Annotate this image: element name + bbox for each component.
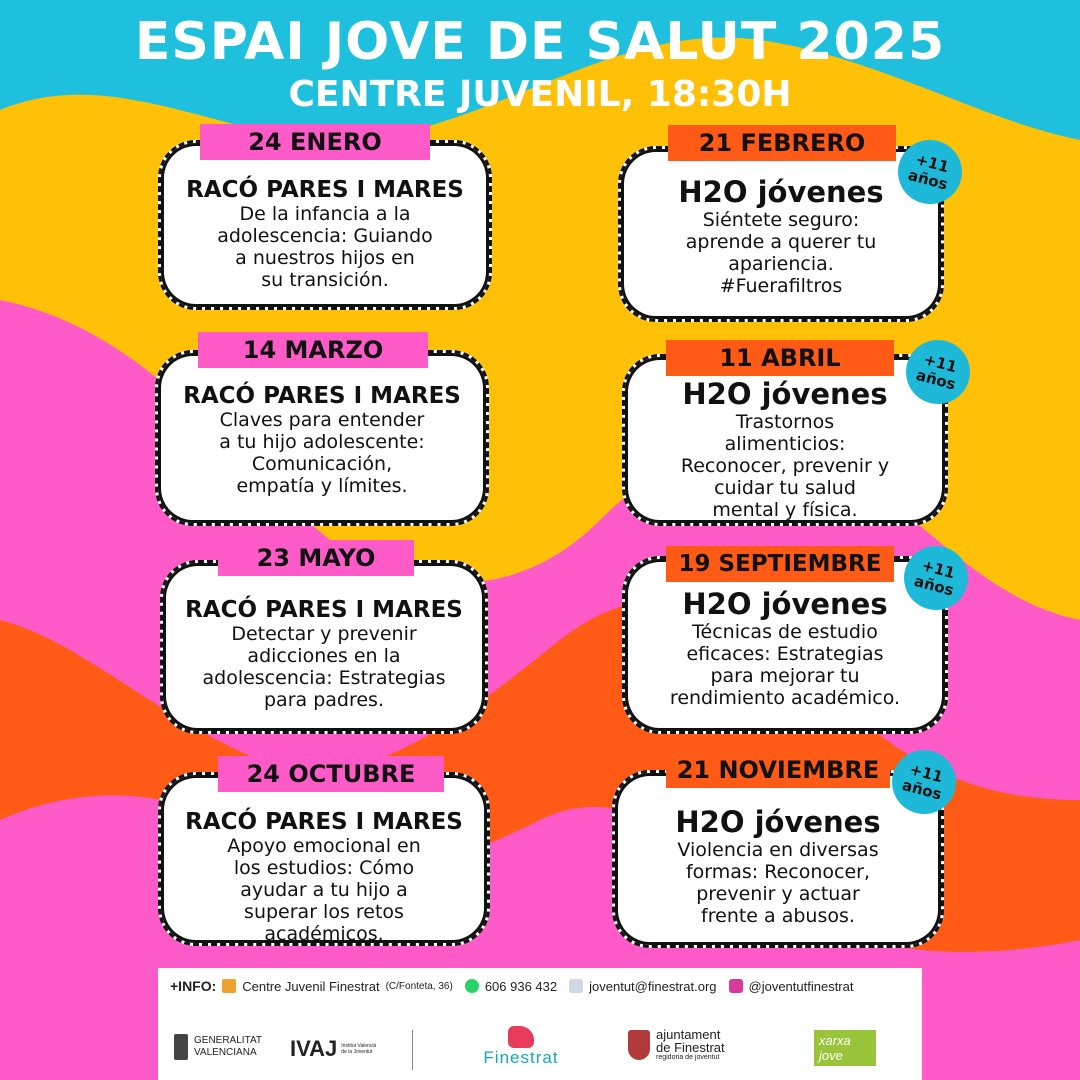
finestrat-mark-icon [508, 1026, 534, 1048]
event-description: Claves para entender a tu hijo adolescente: Comunicación, empatía y límites. [219, 409, 425, 497]
event-description: Técnicas de estudio eficaces: Estrategias para mejorar tu rendimiento académico. [669, 621, 901, 709]
event-card-left-3 [160, 560, 488, 734]
event-date: 24 ENERO [200, 124, 430, 160]
instagram-link[interactable]: @joventutfinestrat [748, 978, 854, 994]
generalitat-logo: GENERALITAT VALENCIANA [174, 1034, 262, 1060]
page-title: ESPAI JOVE DE SALUT 2025 [134, 12, 946, 72]
event-card-right-1 [618, 146, 944, 322]
ajuntament-shield-icon [628, 1030, 650, 1060]
whatsapp-icon [465, 979, 479, 993]
event-title: RACÓ PARES I MARES [185, 809, 463, 835]
event-card-left-1 [158, 140, 492, 310]
event-date: 11 ABRIL [666, 340, 894, 376]
event-description: Siéntete seguro: aprende a querer tu apariencia. #Fuerafiltros [685, 209, 877, 297]
event-description: De la infancia a la adolescencia: Guiando a nuestros hijos en su transición. [217, 203, 433, 291]
event-title: H2O jóvenes [682, 587, 888, 621]
phone-link[interactable]: 606 936 432 [484, 978, 558, 994]
info-row [170, 978, 853, 994]
event-title: RACÓ PARES I MARES [183, 383, 461, 409]
event-title: RACÓ PARES I MARES [185, 597, 463, 623]
age-badge: +11 años [899, 333, 977, 411]
event-title: H2O jóvenes [678, 175, 884, 209]
event-title: RACÓ PARES I MARES [186, 177, 464, 203]
instagram-icon [729, 979, 743, 993]
home-icon [222, 979, 236, 993]
age-badge: +11 años [891, 133, 969, 211]
place-address: (C/Fonteta, 36) [385, 980, 453, 992]
event-card-right-3 [622, 556, 948, 734]
page-subtitle: CENTRE JUVENIL, 18:30H [288, 74, 792, 115]
email-link[interactable]: joventut@finestrat.org [589, 978, 717, 994]
event-description: Violencia en diversas formas: Reconocer, prevenir y actuar frente a abusos. [677, 839, 879, 927]
age-badge: +11 años [897, 539, 975, 617]
email-icon [569, 979, 583, 993]
xarxa-jove-logo: xarxa jove [814, 1030, 876, 1066]
footer [158, 968, 922, 1080]
info-label: +INFO: [170, 978, 217, 994]
event-card-right-4 [612, 770, 944, 948]
event-title: H2O jóvenes [675, 805, 881, 839]
event-description: Detectar y prevenir adicciones en la adolescencia: Estrategias para padres. [202, 623, 446, 711]
sponsor-logos [158, 1026, 922, 1080]
event-date: 21 NOVIEMBRE [666, 752, 890, 788]
divider [412, 1030, 413, 1070]
event-date: 23 MAYO [218, 540, 414, 576]
event-date: 21 FEBRERO [668, 125, 896, 161]
place-name: Centre Juvenil Finestrat [242, 978, 380, 994]
ivaj-logo: IVAJ Institut Valencià de la Joventut [290, 1036, 377, 1061]
event-date: 19 SEPTIEMBRE [666, 546, 894, 582]
event-card-left-4 [158, 772, 490, 946]
event-description: Trastornos alimenticios: Reconocer, prevenir y cuidar tu salud mental y física. [680, 411, 890, 521]
event-card-left-2 [155, 350, 489, 526]
event-date: 14 MARZO [198, 332, 428, 368]
age-badge: +11 años [885, 743, 963, 821]
event-date: 24 OCTUBRE [218, 756, 444, 792]
event-title: H2O jóvenes [682, 377, 888, 411]
event-description: Apoyo emocional en los estudios: Cómo ayudar a tu hijo a superar los retos académicos. [227, 835, 421, 945]
ajuntament-logo: ajuntament de Finestrat regidoria de joventut [628, 1028, 725, 1061]
generalitat-emblem-icon [174, 1034, 188, 1060]
event-card-right-2 [622, 354, 948, 526]
finestrat-logo: Finestrat [466, 1026, 576, 1068]
